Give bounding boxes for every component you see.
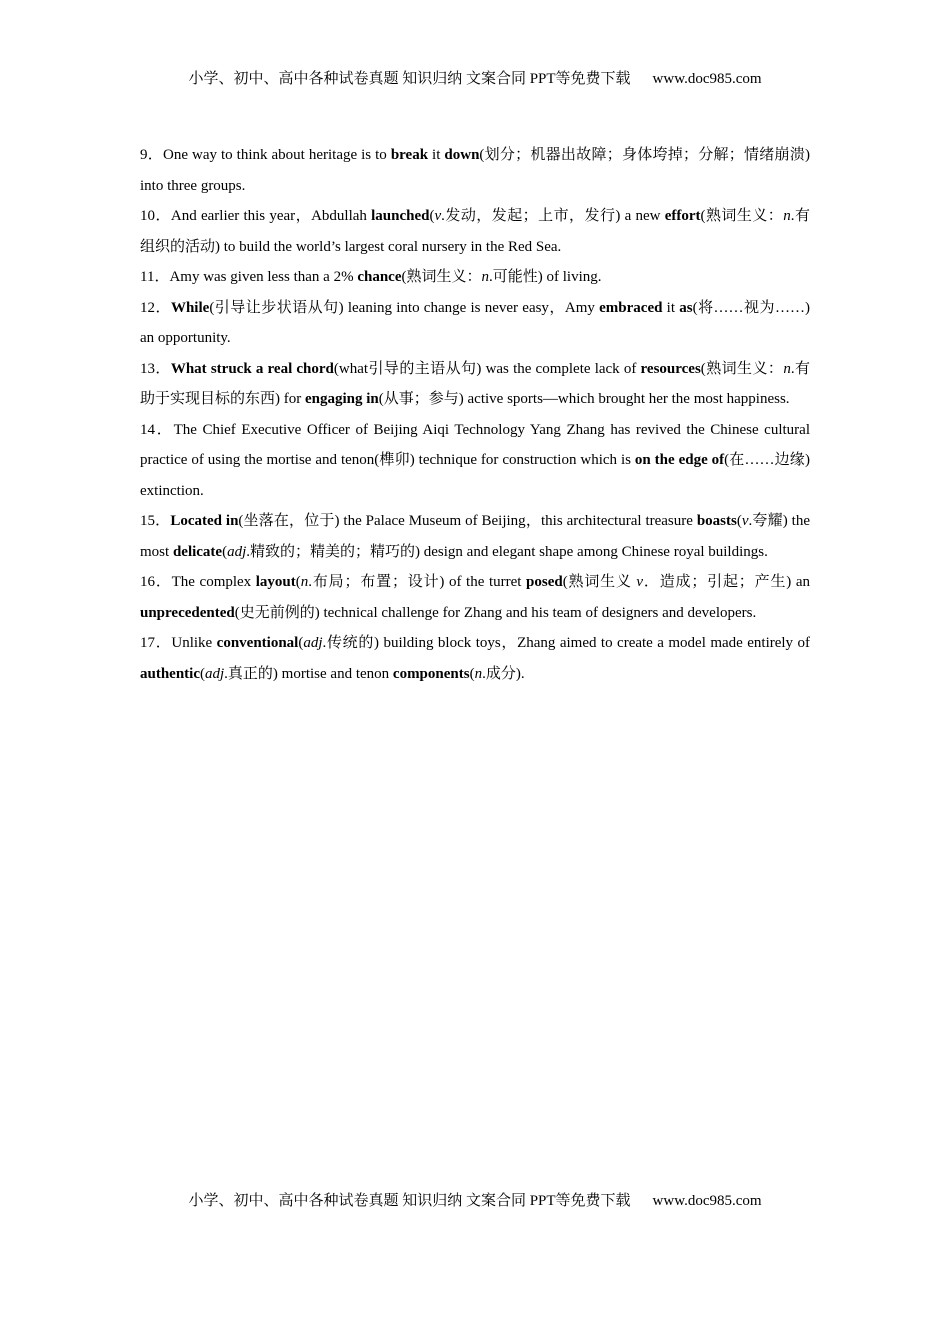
key-phrase: What struck a real chord (170, 360, 334, 377)
key-phrase: boasts (696, 513, 737, 529)
vocab-item (140, 201, 810, 262)
text-segment: .有助于实现目标的东西) for (140, 360, 810, 407)
text-segment: 12． (140, 299, 171, 316)
text-segment: 13． (140, 360, 171, 377)
key-phrase: down (444, 147, 480, 163)
text-segment: (熟词生义： (700, 360, 784, 377)
text-segment: (what引导的主语从句) was the complete lack of (333, 360, 641, 377)
key-phrase: components (392, 665, 470, 682)
text-segment: 11．Amy was given less than a 2% (140, 269, 358, 285)
text-segment: .布局；布置；设计) of the turret (308, 574, 527, 590)
part-of-speech: n (783, 360, 791, 377)
vocab-item (140, 140, 810, 201)
key-phrase: break (390, 147, 429, 163)
vocab-item (140, 293, 810, 354)
part-of-speech: n (783, 208, 791, 224)
text-segment: (熟词生义 (562, 574, 637, 590)
text-segment: 10．And earlier this year，Abdullah (140, 208, 372, 224)
text-segment: (熟词生义： (700, 208, 784, 224)
key-phrase: delicate (172, 543, 223, 560)
text-segment: .发动，发起；上市，发行) a new (441, 208, 665, 224)
footer-site: www.doc985.com (652, 1193, 762, 1209)
key-phrase: resources (640, 360, 701, 377)
key-phrase: effort (664, 208, 701, 224)
text-segment: .夸耀) the most (140, 513, 810, 560)
part-of-speech: n (300, 574, 309, 590)
text-segment: (将……视为……) an opportunity. (140, 299, 810, 346)
text-segment: ．造成；引起；产生) an (643, 574, 810, 590)
text-segment: ( (200, 665, 205, 682)
text-segment: 14．The Chief Executive Officer of Beijing Aiqi Technology Yang Zhang has revived the Chinese cultural practice of using the mortise and tenon(榫卯) technique for construction which is (140, 421, 810, 468)
text-segment: .成分). (482, 665, 525, 682)
text-segment: 9．One way to think about heritage is to (140, 147, 391, 163)
key-phrase: posed (526, 574, 563, 590)
text-segment: .可能性) of living. (489, 269, 602, 285)
vocab-item (140, 415, 810, 507)
page-header (0, 69, 950, 89)
page-footer (0, 1191, 950, 1211)
text-segment: .有组织的活动) to build the world’s largest coral nursery in the Red Sea. (140, 208, 810, 255)
text-segment: ( (298, 635, 304, 651)
key-phrase: Located in (170, 513, 239, 529)
text-segment: ( (295, 574, 301, 590)
text-segment: (划分；机器出故障；身体垮掉；分解；情绪崩溃) into three groups. (140, 147, 810, 194)
text-segment: 17．Unlike (140, 635, 217, 651)
key-phrase: unprecedented (140, 604, 235, 621)
header-site: www.doc985.com (652, 71, 762, 87)
text-segment: (熟词生义： (401, 269, 482, 285)
text-segment: (引导让步状语从句) leaning into change is never easy，Amy (209, 299, 600, 316)
text-segment: (史无前例的) technical challenge for Zhang and his team of designers and developers. (234, 604, 757, 621)
text-segment: ( (429, 208, 435, 224)
text-segment: ( (736, 513, 742, 529)
part-of-speech: adj (205, 665, 225, 682)
part-of-speech: v (434, 208, 442, 224)
text-segment: (从事；参与) active sports—which brought her the most happiness. (378, 391, 790, 407)
key-phrase: engaging in (305, 391, 379, 407)
key-phrase: authentic (140, 665, 200, 682)
text-segment: ( (469, 665, 475, 682)
key-phrase: While (170, 299, 210, 316)
text-segment: .传统的) building block toys，Zhang aimed to create a model made entirely of (322, 635, 810, 651)
key-phrase: layout (255, 574, 296, 590)
key-phrase: conventional (216, 635, 299, 651)
vocab-item (140, 506, 810, 567)
vocab-item (140, 354, 810, 415)
footer-text: 小学、初中、高中各种试卷真题 知识归纳 文案合同 PPT等免费下载 (188, 1193, 631, 1209)
vocab-item (140, 567, 810, 628)
text-segment: it (428, 147, 445, 163)
key-phrase: as (679, 299, 693, 316)
text-segment: 16．The complex (140, 574, 256, 590)
part-of-speech: adj (303, 635, 323, 651)
text-segment: it (662, 299, 680, 316)
part-of-speech: adj (227, 543, 247, 560)
part-of-speech: n (481, 269, 489, 285)
vocab-item (140, 262, 810, 293)
text-segment: .真正的) mortise and tenon (224, 665, 393, 682)
key-phrase: launched (371, 208, 430, 224)
key-phrase: embraced (599, 299, 663, 316)
text-segment: .精致的；精美的；精巧的) design and elegant shape among Chinese royal buildings. (246, 543, 768, 560)
key-phrase: chance (357, 269, 402, 285)
part-of-speech: v (741, 513, 749, 529)
text-segment: ( (222, 543, 228, 560)
text-segment: (在……边缘) extinction. (140, 452, 810, 499)
part-of-speech: v (636, 574, 644, 590)
header-text: 小学、初中、高中各种试卷真题 知识归纳 文案合同 PPT等免费下载 (188, 71, 631, 87)
document-body (140, 140, 810, 689)
vocab-item (140, 628, 810, 689)
text-segment: 15． (140, 513, 171, 529)
key-phrase: on the edge of (634, 452, 725, 468)
part-of-speech: n (474, 665, 483, 682)
text-segment: (坐落在，位于) the Palace Museum of Beijing，this architectural treasure (238, 513, 697, 529)
